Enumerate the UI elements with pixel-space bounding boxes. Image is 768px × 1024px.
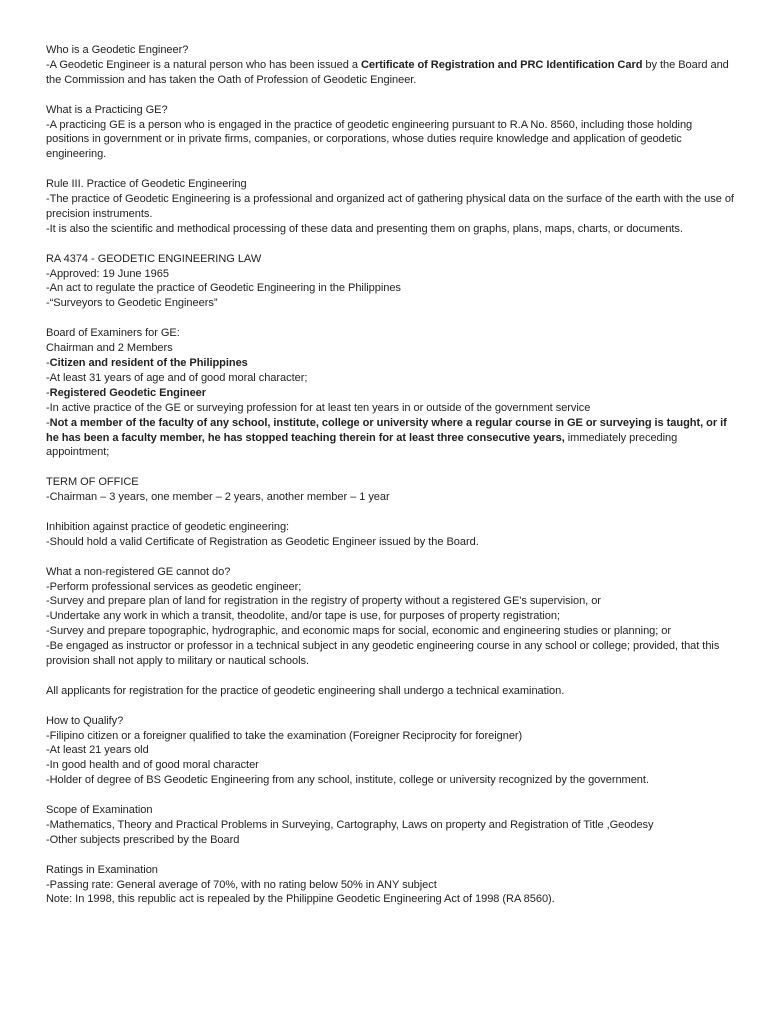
text-run: -The practice of Geodetic Engineering is a professional and organized act of gathering physical data on the surface of the earth with the use of precision instruments. <box>46 193 734 220</box>
text-run: -An act to regulate the practice of Geodetic Engineering in the Philippines <box>46 282 401 295</box>
section <box>46 520 736 550</box>
text-run: -At least 31 years of age and of good moral character; <box>46 371 308 384</box>
section <box>46 326 736 460</box>
text-run: by the Board and the Commission and has taken the Oath of Profession of Geodetic Engineer. <box>46 58 729 86</box>
paragraph-line <box>46 624 736 639</box>
paragraph-line <box>46 386 736 401</box>
paragraph-line <box>46 356 736 371</box>
paragraph-line <box>46 758 736 773</box>
bold-text-run: Citizen and resident of the Philippines <box>49 356 248 369</box>
section-heading: RA 4374 - GEODETIC ENGINEERING LAW <box>46 252 262 265</box>
text-run: -Chairman – 3 years, one member – 2 years, another member – 1 year <box>46 491 390 504</box>
bold-text-run: Not a member of the faculty of any school, institute, college or university where a regular course in GE or surveying is taught, or if he has been a faculty member, he has stopped teaching therein for at least three consecutive years, <box>46 416 727 444</box>
text-run: -Perform professional services as geodetic engineer; <box>46 580 302 593</box>
paragraph-line <box>46 296 736 311</box>
paragraph-line <box>46 743 736 758</box>
paragraph-line <box>46 281 736 296</box>
text-run: -Approved: 19 June 1965 <box>46 267 169 280</box>
text-run: -Survey and prepare plan of land for registration in the registry of property without a registered GE's supervision, or <box>46 595 601 608</box>
text-run: -Holder of degree of BS Geodetic Engineering from any school, institute, college or university recognized by the government. <box>46 774 649 787</box>
section <box>46 252 736 312</box>
paragraph-line <box>46 773 736 788</box>
text-run: -Survey and prepare topographic, hydrographic, and economic maps for social, economic and engineering studies or planning; or <box>46 625 672 638</box>
paragraph-line <box>46 892 736 907</box>
text-run: -Mathematics, Theory and Practical Problems in Surveying, Cartography, Laws on property and Registration of Title ,Geodesy <box>46 818 654 831</box>
paragraph-line <box>46 267 736 282</box>
text-run: -In good health and of good moral character <box>46 759 259 772</box>
paragraph-line <box>46 580 736 595</box>
section <box>46 103 736 163</box>
section <box>46 684 736 699</box>
text-run: - <box>46 416 50 429</box>
paragraph-line <box>46 594 736 609</box>
section <box>46 565 736 669</box>
section-heading: What is a Practicing GE? <box>46 103 168 116</box>
section <box>46 803 736 848</box>
paragraph-line <box>46 58 736 88</box>
section-heading: All applicants for registration for the practice of geodetic engineering shall undergo a technical examination. <box>46 684 565 697</box>
text-run: -In active practice of the GE or surveying profession for at least ten years in or outside of the government service <box>46 401 591 414</box>
section-heading: How to Qualify? <box>46 714 124 727</box>
paragraph-line <box>46 192 736 222</box>
section-heading: Inhibition against practice of geodetic engineering: <box>46 520 290 533</box>
text-run: -At least 21 years old <box>46 744 149 757</box>
section <box>46 863 736 908</box>
section-heading: Who is a Geodetic Engineer? <box>46 44 189 56</box>
paragraph-line <box>46 729 736 744</box>
section-heading: Ratings in Examination <box>46 863 158 876</box>
text-run: -It is also the scientific and methodical processing of these data and presenting them on graphs, plans, maps, charts, or documents. <box>46 222 683 235</box>
section-heading: What a non-registered GE cannot do? <box>46 565 231 578</box>
section-heading: Scope of Examination <box>46 804 153 817</box>
paragraph-line <box>46 833 736 848</box>
section-heading: Rule III. Practice of Geodetic Engineering <box>46 178 247 191</box>
paragraph-line <box>46 818 736 833</box>
section <box>46 475 736 505</box>
section <box>46 177 736 237</box>
section <box>46 43 736 88</box>
text-run: Note: In 1998, this republic act is repealed by the Philippine Geodetic Engineering Act of 1998 (RA 8560). <box>46 893 555 906</box>
paragraph-line <box>46 609 736 624</box>
paragraph-line <box>46 490 736 505</box>
text-run: -Should hold a valid Certificate of Registration as Geodetic Engineer issued by the Board. <box>46 535 479 548</box>
section-heading: Board of Examiners for GE: <box>46 327 180 340</box>
section-heading: TERM OF OFFICE <box>46 476 139 489</box>
text-run: Chairman and 2 Members <box>46 342 173 355</box>
text-run: -Be engaged as instructor or professor in a technical subject in any geodetic engineering course in any school or college; provided, that this provision shall not apply to military or nautical schools. <box>46 640 720 668</box>
paragraph-line <box>46 222 736 237</box>
paragraph-line <box>46 639 736 669</box>
text-run: -Undertake any work in which a transit, theodolite, and/or tape is use, for purposes of property registration; <box>46 610 560 623</box>
text-run: - <box>46 386 50 399</box>
paragraph-line <box>46 371 736 386</box>
text-run: -A practicing GE is a person who is engaged in the practice of geodetic engineering pursuant to R.A No. 8560, including those holding positions in government or in private firms, companies, or corporations, whose duties require knowledge and application of geodetic engineering. <box>46 118 693 161</box>
text-run: -Other subjects prescribed by the Board <box>46 833 240 846</box>
paragraph-line <box>46 535 736 550</box>
paragraph-line <box>46 401 736 416</box>
text-run: - <box>46 356 50 369</box>
text-run: -A Geodetic Engineer is a natural person who has been issued a <box>46 58 361 71</box>
paragraph-line <box>46 416 736 461</box>
document-body <box>46 43 736 907</box>
paragraph-line <box>46 341 736 356</box>
paragraph-line <box>46 118 736 163</box>
paragraph-line <box>46 878 736 893</box>
text-run: immediately preceding appointment; <box>46 431 678 459</box>
bold-text-run: Certificate of Registration and PRC Identification Card <box>360 58 643 71</box>
text-run: -Passing rate: General average of 70%, with no rating below 50% in ANY subject <box>46 878 437 891</box>
text-run: -“Surveyors to Geodetic Engineers” <box>46 297 218 310</box>
text-run: -Filipino citizen or a foreigner qualified to take the examination (Foreigner Reciprocity for foreigner) <box>46 729 523 742</box>
bold-text-run: Registered Geodetic Engineer <box>49 386 207 399</box>
section <box>46 714 736 789</box>
